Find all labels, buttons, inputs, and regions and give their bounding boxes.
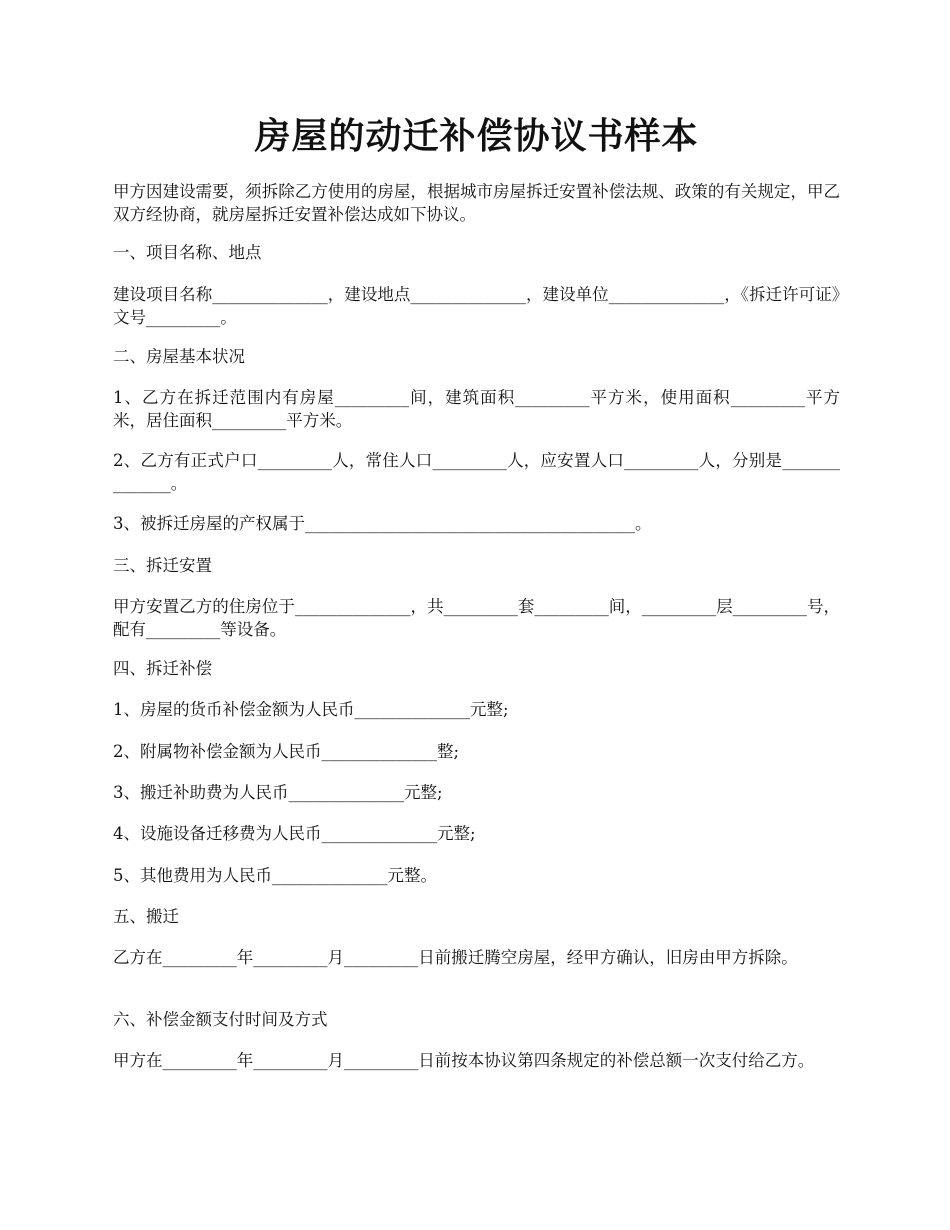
document-title: 房屋的动迁补偿协议书样本 (254, 115, 699, 157)
section-heading-payment: 六、补偿金额支付时间及方式 (113, 1010, 328, 1029)
project-details-paragraph: 建设项目名称______________，建设地点______________，建设单位______________，《拆迁许可证》文号_________。 (113, 285, 840, 327)
section-heading-moving: 五、搬迁 (113, 907, 179, 926)
house-area-paragraph: 1、乙方在拆迁范围内有房屋_________间，建筑面积_________平方米，使用面积_________平方米，居住面积_________平方米。 (113, 388, 840, 430)
compensation-item-5: 5、其他费用为人民币______________元整。 (113, 866, 437, 885)
compensation-item-2: 2、附属物补偿金额为人民币______________整; (113, 742, 460, 761)
relocation-housing-paragraph: 甲方安置乙方的住房位于______________，共_________套_________间，_________层_________号，配有_________等设备。 (113, 597, 841, 639)
moving-paragraph: 乙方在_________年_________月_________日前搬迁腾空房屋，经甲方确认，旧房由甲方拆除。 (113, 948, 798, 967)
intro-paragraph: 甲方因建设需要，须拆除乙方使用的房屋，根据城市房屋拆迁安置补偿法规、政策的有关规定，甲乙双方经协商，就房屋拆迁安置补偿达成如下协议。 (113, 182, 840, 224)
compensation-item-1: 1、房屋的货币补偿金额为人民币______________元整; (113, 700, 509, 719)
compensation-item-4: 4、设施设备迁移费为人民币______________元整; (113, 824, 476, 843)
household-paragraph: 2、乙方有正式户口_________人，常住人口_________人，应安置人口_________人，分别是______________。 (113, 451, 840, 493)
section-heading-house-status: 二、房屋基本状况 (113, 347, 245, 366)
compensation-item-3: 3、搬迁补助费为人民币______________元整; (113, 783, 443, 802)
payment-paragraph: 甲方在_________年_________月_________日前按本协议第四条规定的补偿总额一次支付给乙方。 (113, 1051, 815, 1070)
section-heading-relocation: 三、拆迁安置 (113, 556, 212, 575)
section-heading-compensation: 四、拆迁补偿 (113, 659, 212, 678)
property-ownership-paragraph: 3、被拆迁房屋的产权属于________________________________________。 (113, 514, 652, 533)
section-heading-project: 一、项目名称、地点 (113, 243, 262, 262)
